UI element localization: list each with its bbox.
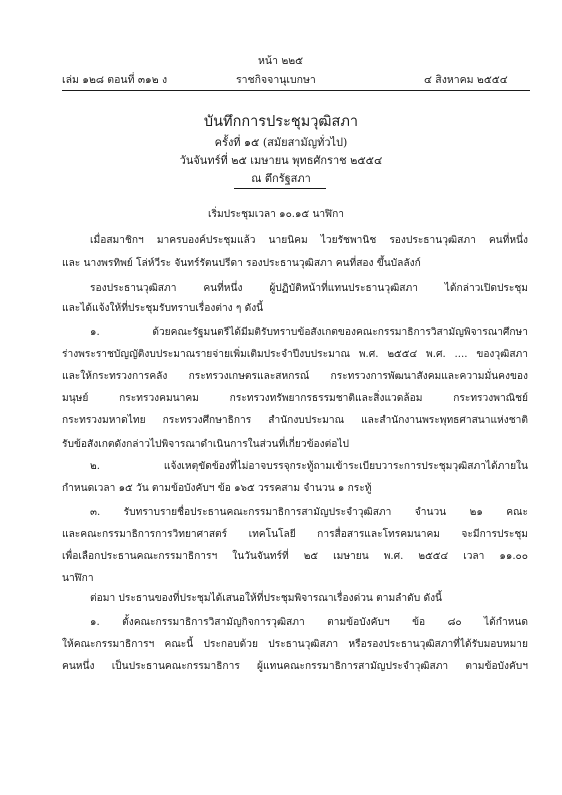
body-line: เมื่อสมาชิกฯ มาครบองค์ประชุมแล้ว นายนิคม ไวยรัชพานิช รองประธานวุฒิสภา คนที่หนึ่ง <box>90 235 528 246</box>
page-number: หน้า ๒๒๕ <box>258 55 304 67</box>
body-line: และได้แจ้งให้ที่ประชุมรับทราบเรื่องต่าง ๆ ดังนี้ <box>62 303 264 314</box>
body-line: มนุษย์ กระทรวงคมนาคม กระทรวงทรัพยากรธรรมชาติและสิ่งแวดล้อม กระทรวงพาณิชย์ <box>62 393 528 404</box>
title-underline <box>234 188 326 189</box>
document-title: บันทึกการประชุมวุฒิสภา <box>203 114 359 130</box>
body-line: ๓. รับทราบรายชื่อประธานคณะกรรมาธิการสามัญประจำวุฒิสภา จำนวน ๒๑ คณะ <box>90 507 528 518</box>
body-line: กำหนดเวลา ๑๕ วัน ตามข้อบังคับฯ ข้อ ๑๖๕ วรรคสาม จำนวน ๑ กระทู้ <box>62 483 372 494</box>
body-line: ให้คณะกรรมาธิการฯ คณะนี้ ประกอบด้วย ประธานวุฒิสภา หรือรองประธานวุฒิสภาที่ได้รับมอบหมาย <box>62 639 528 650</box>
body-line: เพื่อเลือกประธานคณะกรรมาธิการฯ ในวันจันทร์ที่ ๒๕ เมษายน พ.ศ. ๒๕๕๔ เวลา ๑๑.๐๐ <box>62 551 528 562</box>
body-line: รองประธานวุฒิสภา คนที่หนึ่ง ผู้ปฏิบัติหน้าที่แทนประธานวุฒิสภา ได้กล่าวเปิดประชุม <box>90 283 528 294</box>
volume-issue: เล่ม ๑๒๘ ตอนที่ ๓๑๒ ง <box>62 74 168 86</box>
body-line: นาฬิกา <box>62 573 94 584</box>
publication-date: ๔ สิงหาคม ๒๕๕๔ <box>424 74 508 86</box>
body-line: รับข้อสังเกตดังกล่าวไปพิจารณาดำเนินการในส่วนที่เกี่ยวข้องต่อไป <box>62 439 349 450</box>
meeting-date: วันจันทร์ที่ ๒๕ เมษายน พุทธศักราช ๒๕๕๔ <box>179 154 383 167</box>
body-line: และ นางพรทิพย์ โล่ห์วีระ จันทร์รัตนปรีดา รองประธานวุฒิสภา คนที่สอง ขึ้นบัลลังก์ <box>62 258 421 269</box>
body-line: ๒. แจ้งเหตุขัดข้องที่ไม่อาจบรรจุกระทู้ถามเข้าระเบียบวาระการประชุมวุฒิสภาได้ภายใน <box>90 461 528 472</box>
session-number: ครั้งที่ ๑๕ (สมัยสามัญทั่วไป) <box>214 136 348 149</box>
publication-name: ราชกิจจานุเบกษา <box>236 74 316 86</box>
body-line: ๑. ตั้งคณะกรรมาธิการวิสามัญกิจการวุฒิสภา ตามข้อบังคับฯ ข้อ ๘๐ ได้กำหนด <box>90 617 528 628</box>
body-line: ร่างพระราชบัญญัติงบประมาณรายจ่ายเพิ่มเติมประจำปีงบประมาณ พ.ศ. ๒๕๕๔ พ.ศ. .... ของวุฒิสภา <box>62 349 528 360</box>
meeting-start-time: เริ่มประชุมเวลา ๑๐.๑๕ นาฬิกา <box>208 209 344 220</box>
body-line: ต่อมา ประธานของที่ประชุมได้เสนอให้ที่ประชุมพิจารณาเรื่องด่วน ตามลำดับ ดังนี้ <box>90 593 443 604</box>
body-line: และให้กระทรวงการคลัง กระทรวงเกษตรและสหกรณ์ กระทรวงการพัฒนาสังคมและความมั่นคงของ <box>62 371 528 382</box>
body-line: ๑. ด้วยคณะรัฐมนตรีได้มีมติรับทราบข้อสังเกตของคณะกรรมาธิการวิสามัญพิจารณาศึกษา <box>90 327 528 338</box>
body-line: กระทรวงมหาดไทย กระทรวงศึกษาธิการ สำนักงบประมาณ และสำนักงานพระพุทธศาสนาแห่งชาติ <box>62 415 528 426</box>
header-rule <box>62 90 530 91</box>
body-line: และคณะกรรมาธิการการวิทยาศาสตร์ เทคโนโลยี การสื่อสารและโทรคมนาคม จะมีการประชุม <box>62 529 528 540</box>
meeting-venue: ณ ตึกรัฐสภา <box>251 172 311 185</box>
body-line: คนหนึ่ง เป็นประธานคณะกรรมาธิการ ผู้แทนคณะกรรมาธิการสามัญประจำวุฒิสภา ตามข้อบังคับฯ <box>62 661 528 672</box>
